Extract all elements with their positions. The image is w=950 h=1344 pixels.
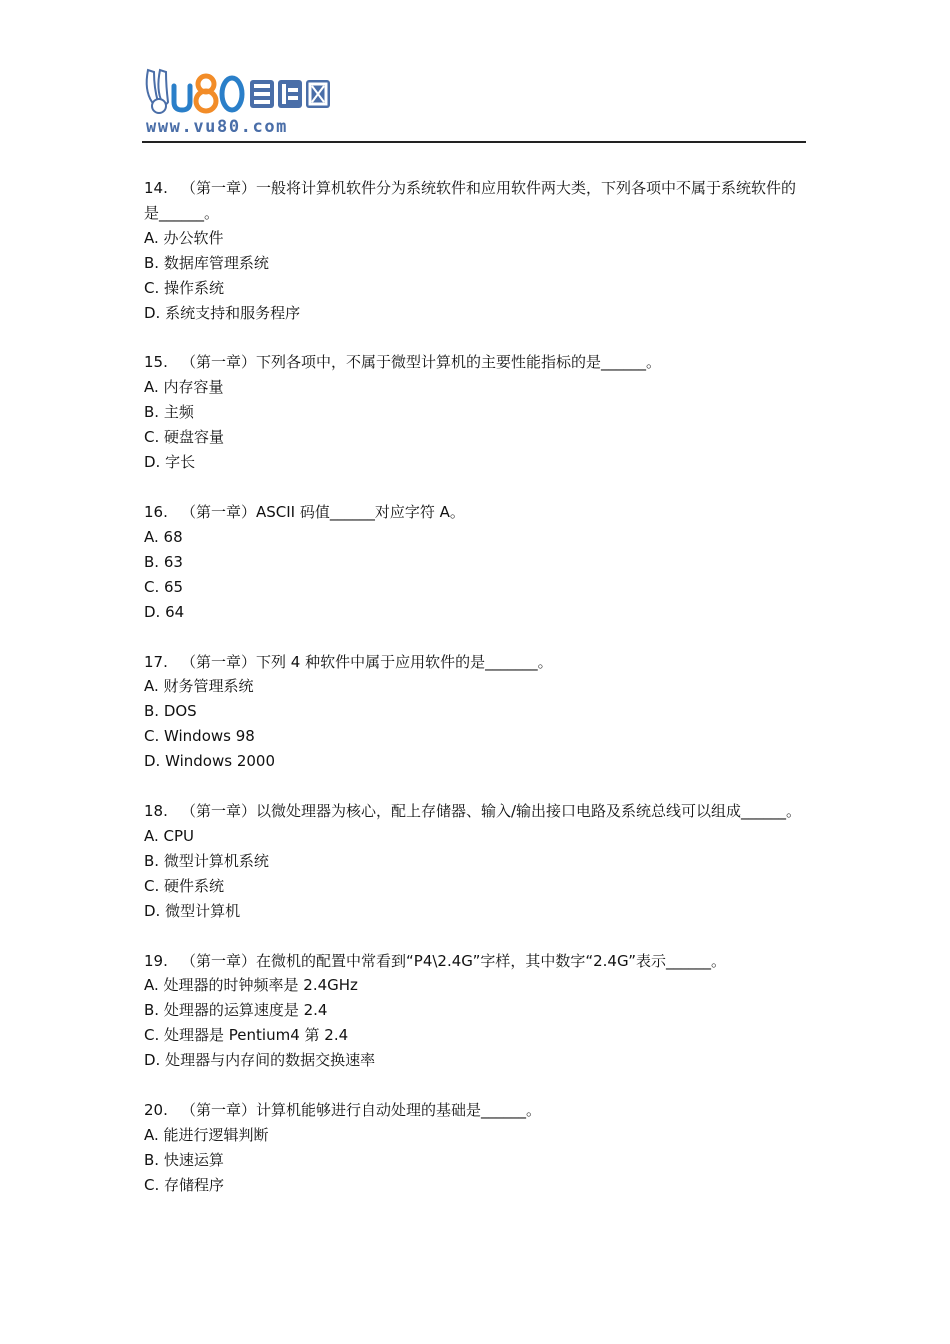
answer-option: C. 操作系统 (144, 278, 225, 297)
question-stem (144, 1098, 808, 1123)
answer-option: B. DOS (144, 702, 197, 721)
question-number: 16. (144, 502, 168, 521)
answer-option: C. 硬盘容量 (144, 428, 225, 447)
question-stem (144, 650, 808, 675)
answer-option: B. 主频 (144, 403, 194, 422)
answer-option: C. 处理器是 Pentium4 第 2.4 (144, 1026, 349, 1045)
answer-option: B. 快速运算 (144, 1150, 224, 1169)
header-divider (142, 141, 806, 143)
question-number: 19. (144, 951, 168, 970)
question-number: 20. (144, 1101, 168, 1120)
question-text: （第一章）ASCII 码值______对应字符 A。 (181, 502, 465, 521)
question-text: （第一章）下列 4 种软件中属于应用软件的是_______。 (181, 652, 553, 671)
question-number: 18. (144, 802, 168, 821)
question-number: 14. (144, 179, 168, 197)
answer-option: B. 微型计算机系统 (144, 851, 269, 870)
answer-option: C. Windows 98 (144, 727, 255, 746)
question-text: （第一章）下列各项中，不属于微型计算机的主要性能指标的是______。 (181, 353, 662, 372)
answer-option: C. 硬件系统 (144, 876, 225, 895)
answer-option: A. 办公软件 (144, 228, 224, 247)
answer-option: B. 处理器的运算速度是 2.4 (144, 1001, 328, 1020)
question-text: （第一章）以微处理器为核心，配上存储器、输入/输出接口电路及系统总线可以组成______。 (181, 802, 802, 821)
question-text: （第一章）计算机能够进行自动处理的基础是______。 (181, 1101, 542, 1120)
answer-option: C. 存储程序 (144, 1175, 225, 1194)
page-header (142, 66, 806, 146)
answer-option: C. 65 (144, 577, 184, 596)
answer-option: A. 能进行逻辑判断 (144, 1126, 269, 1144)
answer-option: D. 微型计算机 (144, 901, 241, 920)
question-stem (144, 176, 808, 226)
question-number: 17. (144, 652, 168, 671)
answer-option: B. 63 (144, 552, 183, 571)
answer-option: D. Windows 2000 (144, 752, 275, 771)
question-item (144, 1098, 808, 1198)
question-stem (144, 350, 808, 375)
question-item (144, 500, 808, 625)
question-list (144, 176, 808, 1223)
question-stem (144, 949, 808, 974)
answer-option: A. 财务管理系统 (144, 677, 254, 696)
question-item (144, 949, 808, 1074)
answer-option: D. 系统支持和服务程序 (144, 303, 301, 322)
answer-option: D. 字长 (144, 453, 196, 472)
question-item (144, 650, 808, 775)
question-text: （第一章）一般将计算机软件分为系统软件和应用软件两大类，下列各项中不属于系统软件的是______。 (144, 179, 797, 222)
question-stem (144, 500, 808, 525)
question-item (144, 176, 808, 325)
rabbit-logo-icon (142, 66, 342, 120)
answer-option: B. 数据库管理系统 (144, 253, 269, 272)
question-stem (144, 799, 808, 824)
answer-option: A. CPU (144, 826, 195, 845)
logo-url-text: www.vu80.com (146, 117, 289, 137)
question-item (144, 799, 808, 924)
question-text: （第一章）在微机的配置中常看到“P4\2.4G”字样，其中数字“2.4G”表示______。 (181, 951, 727, 970)
answer-option: A. 处理器的时钟频率是 2.4GHz (144, 976, 358, 995)
answer-option: D. 64 (144, 602, 185, 621)
vu80-logo (142, 66, 342, 140)
question-number: 15. (144, 353, 168, 372)
answer-option: A. 68 (144, 527, 183, 546)
question-item (144, 350, 808, 475)
answer-option: A. 内存容量 (144, 378, 224, 397)
answer-option: D. 处理器与内存间的数据交换速率 (144, 1051, 376, 1070)
